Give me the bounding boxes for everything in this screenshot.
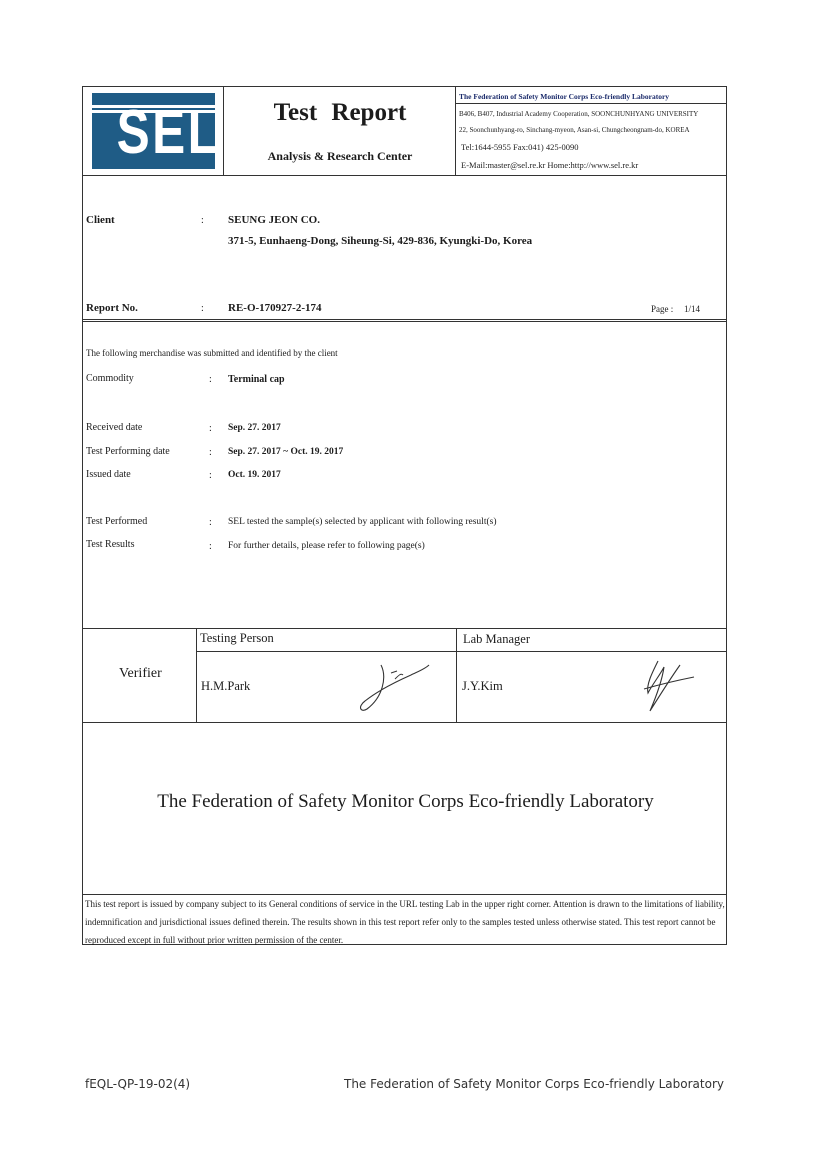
client-address: 371-5, Eunhaeng-Dong, Siheung-Si, 429-836, Kyungki-Do, Korea (228, 235, 533, 247)
address-line-2: 22, Soonchunhyang-ro, Sinchang-myeon, Asan-si, Chungcheongnam-do, KOREA (459, 126, 690, 134)
lab-manager-signature (638, 655, 708, 717)
received-date-colon: : (209, 423, 212, 434)
performing-date-label: Test Performing date (86, 446, 170, 457)
test-results-value: For further details, please refer to following page(s) (228, 541, 425, 551)
test-results-colon: : (209, 541, 212, 552)
test-performed-colon: : (209, 517, 212, 528)
phone-fax: Tel:1644-5955 Fax:041) 425-0090 (461, 142, 579, 152)
sel-logo (92, 93, 221, 169)
page-label: Page : (651, 304, 674, 314)
commodity-value: Terminal cap (228, 374, 285, 385)
issued-date-colon: : (209, 470, 212, 481)
page-value: 1/14 (684, 304, 701, 314)
report-subtitle: Analysis & Research Center (267, 149, 413, 163)
client-name: SEUNG JEON CO. (228, 214, 320, 226)
email-home: E-Mail:master@sel.re.kr Home:http://www.sel.re.kr (461, 160, 639, 170)
received-date-value: Sep. 27. 2017 (228, 423, 281, 433)
intro-text: The following merchandise was submitted and identified by the client (86, 348, 338, 358)
commodity-colon: : (209, 374, 212, 385)
client-label: Client (86, 214, 115, 226)
lab-manager-header: Lab Manager (463, 632, 530, 646)
address-line-1: B406, B407, Industrial Academy Cooperation, SOONCHUNHYANG UNIVERSITY (459, 110, 699, 118)
report-no-colon: : (201, 303, 204, 314)
test-performed-label: Test Performed (86, 516, 148, 527)
client-colon: : (201, 215, 204, 226)
report-number: RE-O-170927-2-174 (228, 302, 322, 314)
form-code: fEQL-QP-19-02(4) (85, 1077, 191, 1091)
performing-date-colon: : (209, 447, 212, 458)
commodity-label: Commodity (86, 373, 134, 384)
testing-person-header: Testing Person (200, 631, 274, 645)
footer-lab-name: The Federation of Safety Monitor Corps Eco-friendly Laboratory (344, 1077, 724, 1091)
received-date-label: Received date (86, 422, 143, 433)
testing-person-name: H.M.Park (201, 679, 251, 693)
performing-date-value: Sep. 27. 2017 ~ Oct. 19. 2017 (228, 447, 344, 457)
issued-date-value: Oct. 19. 2017 (228, 470, 281, 480)
verifier-label: Verifier (119, 666, 162, 681)
test-results-label: Test Results (86, 539, 135, 550)
test-performed-value: SEL tested the sample(s) selected by applicant with following result(s) (228, 517, 497, 527)
lab-name-heading: The Federation of Safety Monitor Corps Eco-friendly Laboratory (157, 791, 654, 812)
issued-date-label: Issued date (86, 469, 131, 480)
report-frame (82, 86, 727, 945)
org-name: The Federation of Safety Monitor Corps Eco-friendly Laboratory (459, 92, 670, 101)
report-no-label: Report No. (86, 302, 138, 314)
lab-manager-name: J.Y.Kim (462, 679, 503, 693)
testing-person-signature (353, 657, 433, 715)
report-title: Test Report (273, 99, 407, 126)
disclaimer-text: This test report is issued by company subject to its General conditions of service in the URL testing Lab in the upper right corner. Attention is drawn to the limitations of liability, indemnification and jurisdictional issues defined therein. The results shown in this test report refer only to the samples tested unless otherwise stated. This test report cannot be reproduced except in full without prior written permission of the center. (85, 899, 725, 945)
logo-text: SEL (116, 98, 221, 167)
